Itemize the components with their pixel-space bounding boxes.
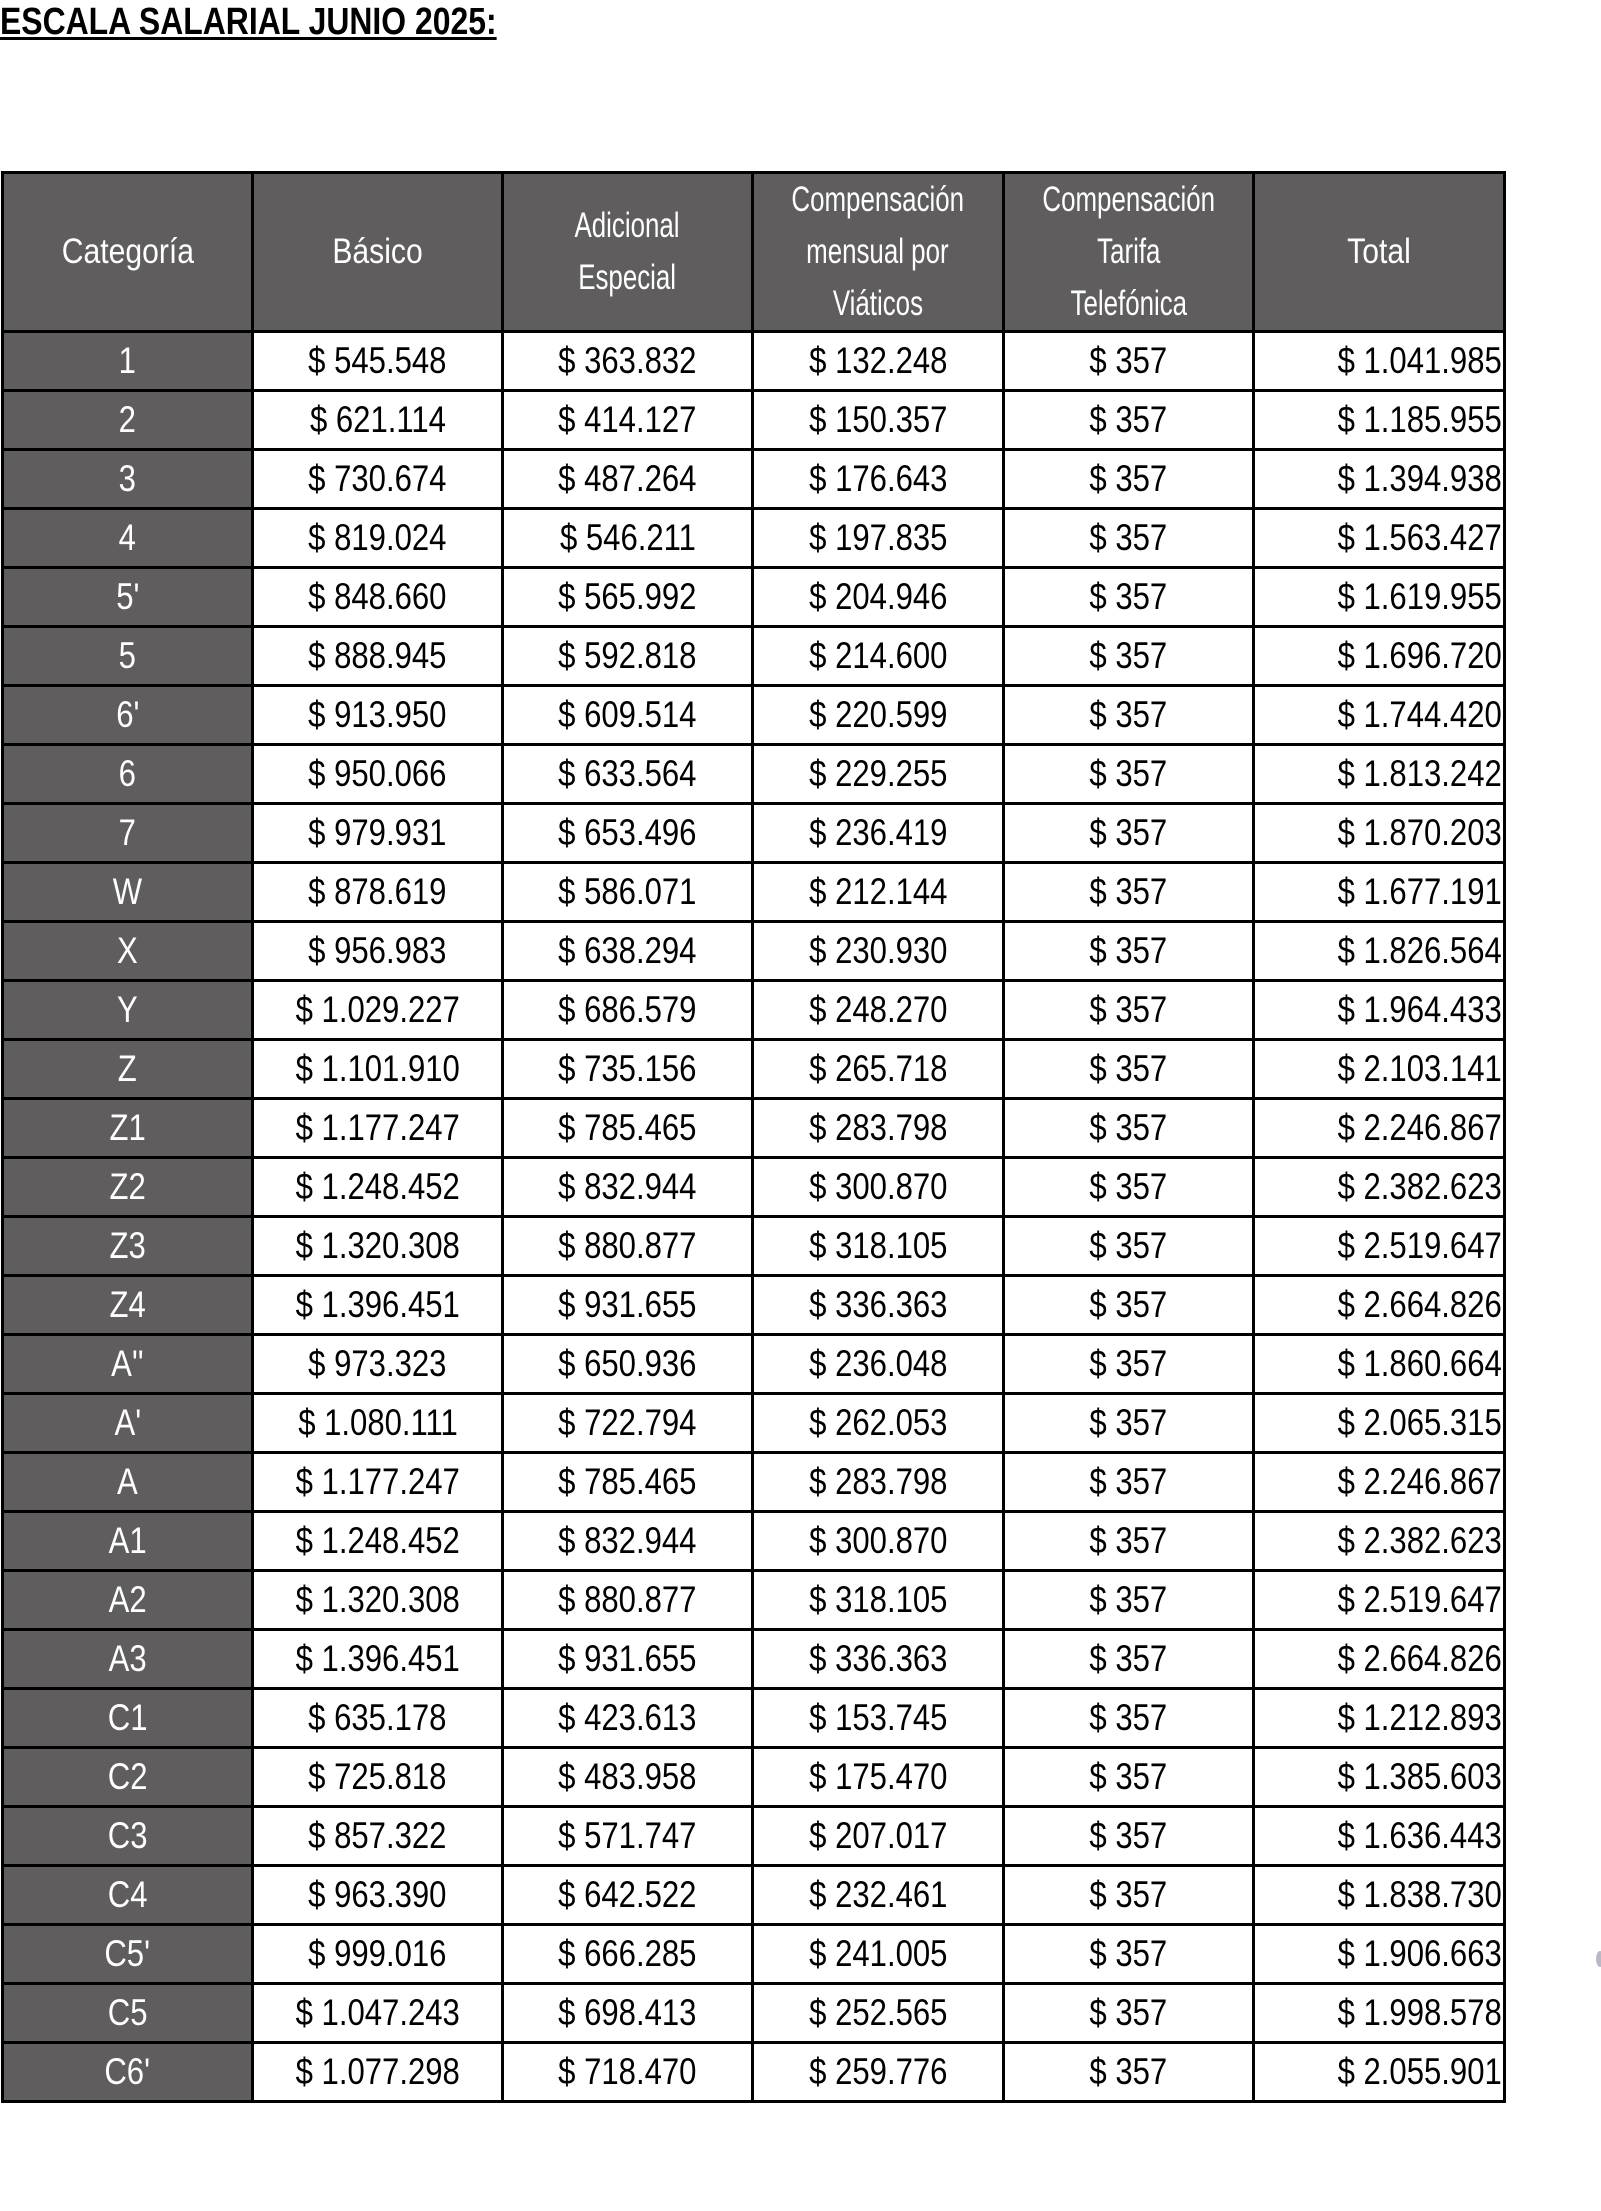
salary-table: [1, 171, 1506, 2103]
cell-categoria: A: [3, 1453, 253, 1512]
cell-compensacion-viaticos: $ 283.798: [753, 1453, 1004, 1512]
cell-compensacion-tarifa: $ 357: [1004, 568, 1254, 627]
table-row: [3, 1217, 1505, 1276]
cell-adicional-especial: $ 931.655: [503, 1276, 753, 1335]
cell-basico: $ 963.390: [253, 1866, 503, 1925]
cell-compensacion-tarifa: $ 357: [1004, 1453, 1254, 1512]
cell-adicional-especial: $ 592.818: [503, 627, 753, 686]
cell-compensacion-viaticos: $ 230.930: [753, 922, 1004, 981]
cell-compensacion-tarifa: $ 357: [1004, 1217, 1254, 1276]
cell-basico: $ 1.248.452: [253, 1512, 503, 1571]
table-row: [3, 863, 1505, 922]
cell-categoria: Y: [3, 981, 253, 1040]
cell-adicional-especial: $ 638.294: [503, 922, 753, 981]
cell-compensacion-tarifa: $ 357: [1004, 686, 1254, 745]
table-row: [3, 1099, 1505, 1158]
cell-compensacion-tarifa: $ 357: [1004, 627, 1254, 686]
cell-basico: $ 725.818: [253, 1748, 503, 1807]
cell-basico: $ 621.114: [253, 391, 503, 450]
table-row: [3, 1335, 1505, 1394]
cell-compensacion-tarifa: $ 357: [1004, 1689, 1254, 1748]
cell-adicional-especial: $ 650.936: [503, 1335, 753, 1394]
cell-basico: $ 1.080.111: [253, 1394, 503, 1453]
cell-compensacion-tarifa: $ 357: [1004, 1748, 1254, 1807]
cell-compensacion-viaticos: $ 236.048: [753, 1335, 1004, 1394]
cell-adicional-especial: $ 653.496: [503, 804, 753, 863]
cell-total: $ 2.065.315: [1254, 1394, 1505, 1453]
cell-compensacion-tarifa: $ 357: [1004, 332, 1254, 391]
cell-adicional-especial: $ 414.127: [503, 391, 753, 450]
header-categoria: Categoría: [3, 173, 253, 332]
cell-compensacion-tarifa: $ 357: [1004, 1807, 1254, 1866]
cell-compensacion-tarifa: $ 357: [1004, 1571, 1254, 1630]
cell-categoria: 4: [3, 509, 253, 568]
cell-categoria: A': [3, 1394, 253, 1453]
table-row: [3, 1866, 1505, 1925]
cell-total: $ 1.838.730: [1254, 1866, 1505, 1925]
cell-total: $ 2.382.623: [1254, 1512, 1505, 1571]
cell-basico: $ 999.016: [253, 1925, 503, 1984]
table-row: [3, 745, 1505, 804]
cell-adicional-especial: $ 931.655: [503, 1630, 753, 1689]
cell-categoria: 7: [3, 804, 253, 863]
cell-compensacion-viaticos: $ 229.255: [753, 745, 1004, 804]
cell-compensacion-tarifa: $ 357: [1004, 1099, 1254, 1158]
cell-categoria: 3: [3, 450, 253, 509]
cell-adicional-especial: $ 609.514: [503, 686, 753, 745]
cell-compensacion-viaticos: $ 248.270: [753, 981, 1004, 1040]
cell-compensacion-tarifa: $ 357: [1004, 1512, 1254, 1571]
table-row: [3, 1807, 1505, 1866]
cell-compensacion-viaticos: $ 220.599: [753, 686, 1004, 745]
cell-basico: $ 1.177.247: [253, 1453, 503, 1512]
table-row: [3, 391, 1505, 450]
cell-total: $ 1.696.720: [1254, 627, 1505, 686]
cell-categoria: A1: [3, 1512, 253, 1571]
cell-basico: $ 1.320.308: [253, 1571, 503, 1630]
cell-compensacion-viaticos: $ 252.565: [753, 1984, 1004, 2043]
cell-compensacion-viaticos: $ 318.105: [753, 1217, 1004, 1276]
cell-adicional-especial: $ 832.944: [503, 1512, 753, 1571]
cell-compensacion-viaticos: $ 283.798: [753, 1099, 1004, 1158]
cell-compensacion-tarifa: $ 357: [1004, 1984, 1254, 2043]
cell-total: $ 1.563.427: [1254, 509, 1505, 568]
cell-categoria: 1: [3, 332, 253, 391]
cell-categoria: A'': [3, 1335, 253, 1394]
edge-mark: [1596, 1951, 1601, 1967]
table-row: [3, 1748, 1505, 1807]
cell-compensacion-viaticos: $ 176.643: [753, 450, 1004, 509]
table-row: [3, 450, 1505, 509]
cell-categoria: 5: [3, 627, 253, 686]
cell-basico: $ 545.548: [253, 332, 503, 391]
cell-adicional-especial: $ 586.071: [503, 863, 753, 922]
cell-adicional-especial: $ 880.877: [503, 1571, 753, 1630]
cell-compensacion-tarifa: $ 357: [1004, 1394, 1254, 1453]
cell-basico: $ 1.177.247: [253, 1099, 503, 1158]
cell-compensacion-viaticos: $ 232.461: [753, 1866, 1004, 1925]
cell-total: $ 1.212.893: [1254, 1689, 1505, 1748]
cell-compensacion-tarifa: $ 357: [1004, 1040, 1254, 1099]
cell-basico: $ 956.983: [253, 922, 503, 981]
cell-adicional-especial: $ 423.613: [503, 1689, 753, 1748]
cell-basico: $ 857.322: [253, 1807, 503, 1866]
table-body: [3, 332, 1505, 2102]
cell-total: $ 1.813.242: [1254, 745, 1505, 804]
cell-total: $ 2.103.141: [1254, 1040, 1505, 1099]
cell-total: $ 2.664.826: [1254, 1276, 1505, 1335]
cell-categoria: 6: [3, 745, 253, 804]
table-row: [3, 568, 1505, 627]
cell-basico: $ 730.674: [253, 450, 503, 509]
cell-compensacion-tarifa: $ 357: [1004, 745, 1254, 804]
cell-total: $ 1.964.433: [1254, 981, 1505, 1040]
table-row: [3, 1571, 1505, 1630]
cell-compensacion-tarifa: $ 357: [1004, 922, 1254, 981]
cell-total: $ 1.906.663: [1254, 1925, 1505, 1984]
cell-categoria: C4: [3, 1866, 253, 1925]
cell-adicional-especial: $ 565.992: [503, 568, 753, 627]
cell-categoria: X: [3, 922, 253, 981]
cell-adicional-especial: $ 633.564: [503, 745, 753, 804]
cell-adicional-especial: $ 735.156: [503, 1040, 753, 1099]
table-row: [3, 804, 1505, 863]
cell-total: $ 1.185.955: [1254, 391, 1505, 450]
cell-compensacion-tarifa: $ 357: [1004, 1925, 1254, 1984]
header-basico: Básico: [253, 173, 503, 332]
table-row: [3, 1453, 1505, 1512]
table-row: [3, 2043, 1505, 2102]
cell-compensacion-viaticos: $ 153.745: [753, 1689, 1004, 1748]
table-row: [3, 509, 1505, 568]
cell-total: $ 1.394.938: [1254, 450, 1505, 509]
cell-categoria: W: [3, 863, 253, 922]
table-row: [3, 1158, 1505, 1217]
cell-compensacion-tarifa: $ 357: [1004, 391, 1254, 450]
cell-adicional-especial: $ 546.211: [503, 509, 753, 568]
header-row: [3, 173, 1505, 332]
cell-total: $ 1.860.664: [1254, 1335, 1505, 1394]
table-row: [3, 1394, 1505, 1453]
cell-adicional-especial: $ 686.579: [503, 981, 753, 1040]
cell-total: $ 1.870.203: [1254, 804, 1505, 863]
cell-compensacion-viaticos: $ 336.363: [753, 1276, 1004, 1335]
header-adicional-especial: Adicional Especial: [503, 173, 753, 332]
cell-compensacion-viaticos: $ 212.144: [753, 863, 1004, 922]
cell-adicional-especial: $ 698.413: [503, 1984, 753, 2043]
cell-total: $ 2.519.647: [1254, 1217, 1505, 1276]
cell-basico: $ 635.178: [253, 1689, 503, 1748]
cell-total: $ 1.041.985: [1254, 332, 1505, 391]
cell-basico: $ 848.660: [253, 568, 503, 627]
cell-compensacion-viaticos: $ 259.776: [753, 2043, 1004, 2102]
cell-adicional-especial: $ 785.465: [503, 1453, 753, 1512]
table-row: [3, 1925, 1505, 1984]
cell-categoria: C3: [3, 1807, 253, 1866]
cell-basico: $ 1.248.452: [253, 1158, 503, 1217]
table-row: [3, 981, 1505, 1040]
cell-adicional-especial: $ 785.465: [503, 1099, 753, 1158]
cell-compensacion-tarifa: $ 357: [1004, 2043, 1254, 2102]
table-row: [3, 1040, 1505, 1099]
cell-total: $ 2.382.623: [1254, 1158, 1505, 1217]
cell-categoria: C1: [3, 1689, 253, 1748]
cell-basico: $ 1.077.298: [253, 2043, 503, 2102]
cell-compensacion-tarifa: $ 357: [1004, 1158, 1254, 1217]
cell-adicional-especial: $ 718.470: [503, 2043, 753, 2102]
cell-compensacion-viaticos: $ 197.835: [753, 509, 1004, 568]
table-row: [3, 1984, 1505, 2043]
cell-basico: $ 1.101.910: [253, 1040, 503, 1099]
cell-compensacion-viaticos: $ 265.718: [753, 1040, 1004, 1099]
cell-basico: $ 1.047.243: [253, 1984, 503, 2043]
cell-basico: $ 819.024: [253, 509, 503, 568]
cell-adicional-especial: $ 880.877: [503, 1217, 753, 1276]
table-row: [3, 332, 1505, 391]
cell-total: $ 1.677.191: [1254, 863, 1505, 922]
cell-compensacion-tarifa: $ 357: [1004, 1630, 1254, 1689]
cell-basico: $ 1.029.227: [253, 981, 503, 1040]
cell-categoria: Z3: [3, 1217, 253, 1276]
table-row: [3, 922, 1505, 981]
cell-categoria: Z2: [3, 1158, 253, 1217]
cell-adicional-especial: $ 722.794: [503, 1394, 753, 1453]
cell-compensacion-tarifa: $ 357: [1004, 981, 1254, 1040]
cell-categoria: A2: [3, 1571, 253, 1630]
cell-compensacion-viaticos: $ 236.419: [753, 804, 1004, 863]
cell-total: $ 1.619.955: [1254, 568, 1505, 627]
cell-basico: $ 878.619: [253, 863, 503, 922]
cell-compensacion-viaticos: $ 175.470: [753, 1748, 1004, 1807]
cell-categoria: A3: [3, 1630, 253, 1689]
table-row: [3, 1630, 1505, 1689]
cell-categoria: 2: [3, 391, 253, 450]
cell-total: $ 1.385.603: [1254, 1748, 1505, 1807]
cell-compensacion-tarifa: $ 357: [1004, 1335, 1254, 1394]
table-row: [3, 686, 1505, 745]
cell-basico: $ 979.931: [253, 804, 503, 863]
cell-total: $ 2.246.867: [1254, 1453, 1505, 1512]
cell-basico: $ 1.396.451: [253, 1276, 503, 1335]
cell-adicional-especial: $ 642.522: [503, 1866, 753, 1925]
cell-compensacion-viaticos: $ 207.017: [753, 1807, 1004, 1866]
cell-compensacion-viaticos: $ 214.600: [753, 627, 1004, 686]
cell-total: $ 1.636.443: [1254, 1807, 1505, 1866]
cell-basico: $ 950.066: [253, 745, 503, 804]
table-row: [3, 1276, 1505, 1335]
cell-total: $ 2.519.647: [1254, 1571, 1505, 1630]
cell-adicional-especial: $ 483.958: [503, 1748, 753, 1807]
cell-compensacion-viaticos: $ 336.363: [753, 1630, 1004, 1689]
cell-total: $ 1.998.578: [1254, 1984, 1505, 2043]
header-total: Total: [1254, 173, 1505, 332]
cell-total: $ 2.664.826: [1254, 1630, 1505, 1689]
cell-total: $ 1.826.564: [1254, 922, 1505, 981]
cell-compensacion-viaticos: $ 262.053: [753, 1394, 1004, 1453]
cell-total: $ 1.744.420: [1254, 686, 1505, 745]
cell-compensacion-tarifa: $ 357: [1004, 1866, 1254, 1925]
cell-adicional-especial: $ 487.264: [503, 450, 753, 509]
cell-basico: $ 888.945: [253, 627, 503, 686]
cell-categoria: Z: [3, 1040, 253, 1099]
cell-total: $ 2.055.901: [1254, 2043, 1505, 2102]
cell-adicional-especial: $ 666.285: [503, 1925, 753, 1984]
cell-basico: $ 1.320.308: [253, 1217, 503, 1276]
cell-basico: $ 1.396.451: [253, 1630, 503, 1689]
cell-basico: $ 913.950: [253, 686, 503, 745]
cell-categoria: Z4: [3, 1276, 253, 1335]
header-compensacion-tarifa: Compensación Tarifa Telefónica: [1004, 173, 1254, 332]
cell-categoria: C5: [3, 1984, 253, 2043]
table-row: [3, 1689, 1505, 1748]
cell-compensacion-viaticos: $ 204.946: [753, 568, 1004, 627]
cell-adicional-especial: $ 571.747: [503, 1807, 753, 1866]
cell-categoria: C6': [3, 2043, 253, 2102]
cell-compensacion-viaticos: $ 150.357: [753, 391, 1004, 450]
table-header: [3, 173, 1505, 332]
cell-compensacion-viaticos: $ 300.870: [753, 1512, 1004, 1571]
cell-adicional-especial: $ 363.832: [503, 332, 753, 391]
header-compensacion-viaticos: Compensación mensual por Viáticos: [753, 173, 1004, 332]
cell-total: $ 2.246.867: [1254, 1099, 1505, 1158]
cell-categoria: C2: [3, 1748, 253, 1807]
cell-compensacion-viaticos: $ 132.248: [753, 332, 1004, 391]
table-row: [3, 1512, 1505, 1571]
page-title: ESCALA SALARIAL JUNIO 2025:: [0, 1, 497, 43]
cell-compensacion-viaticos: $ 241.005: [753, 1925, 1004, 1984]
cell-basico: $ 973.323: [253, 1335, 503, 1394]
cell-categoria: C5': [3, 1925, 253, 1984]
cell-categoria: 5': [3, 568, 253, 627]
cell-compensacion-viaticos: $ 318.105: [753, 1571, 1004, 1630]
table-row: [3, 627, 1505, 686]
cell-compensacion-tarifa: $ 357: [1004, 1276, 1254, 1335]
cell-compensacion-tarifa: $ 357: [1004, 804, 1254, 863]
cell-compensacion-tarifa: $ 357: [1004, 450, 1254, 509]
cell-compensacion-viaticos: $ 300.870: [753, 1158, 1004, 1217]
cell-compensacion-tarifa: $ 357: [1004, 509, 1254, 568]
cell-compensacion-tarifa: $ 357: [1004, 863, 1254, 922]
cell-categoria: Z1: [3, 1099, 253, 1158]
cell-categoria: 6': [3, 686, 253, 745]
cell-adicional-especial: $ 832.944: [503, 1158, 753, 1217]
